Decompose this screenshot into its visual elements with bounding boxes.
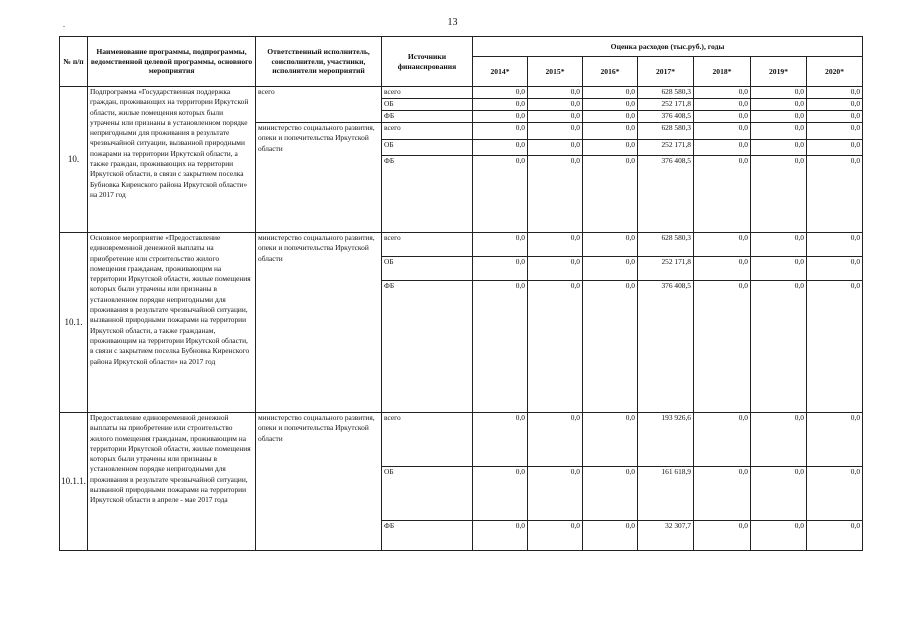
row-value: 0,0 (528, 99, 583, 111)
row-value: 252 171,8 (638, 257, 694, 281)
row-value: 376 408,5 (638, 281, 694, 413)
row-source: всего (382, 87, 473, 99)
row-value: 0,0 (694, 123, 751, 140)
row-value: 0,0 (528, 123, 583, 140)
row-value: 0,0 (807, 467, 863, 521)
row-value: 0,0 (473, 281, 528, 413)
header-year: 2019* (751, 57, 807, 87)
row-value: 0,0 (583, 413, 638, 467)
row-value: 0,0 (694, 111, 751, 123)
row-value: 0,0 (751, 156, 807, 233)
row-value: 628 580,3 (638, 233, 694, 257)
row-source: ОБ (382, 99, 473, 111)
row-value: 0,0 (583, 521, 638, 551)
page-number: 13 (447, 17, 458, 28)
row-value: 0,0 (528, 111, 583, 123)
row-value: 0,0 (694, 521, 751, 551)
row-value: 0,0 (694, 156, 751, 233)
row-value: 0,0 (751, 87, 807, 99)
row-value: 0,0 (583, 257, 638, 281)
row-value: 0,0 (528, 156, 583, 233)
row-value: 0,0 (694, 140, 751, 156)
row-source: ФБ (382, 111, 473, 123)
header-name: Наименование программы, подпрограммы, ведомственной целевой программы, основного мероприятия (88, 37, 256, 87)
row-value: 0,0 (583, 281, 638, 413)
row-value: 0,0 (528, 467, 583, 521)
row-value: 376 408,5 (638, 156, 694, 233)
row-value: 0,0 (807, 99, 863, 111)
header-year: 2014* (473, 57, 528, 87)
row-value: 0,0 (751, 123, 807, 140)
row-value: 0,0 (583, 140, 638, 156)
row-value: 0,0 (528, 413, 583, 467)
row-value: 0,0 (583, 87, 638, 99)
row-value: 0,0 (528, 521, 583, 551)
scan-dot: . (63, 20, 65, 29)
row-value: 0,0 (694, 281, 751, 413)
row-executor: министерство социального развития, опеки и попечительства Иркутской области (256, 123, 382, 233)
row-value: 0,0 (473, 467, 528, 521)
row-source: всего (382, 233, 473, 257)
header-year: 2018* (694, 57, 751, 87)
row-value: 0,0 (528, 281, 583, 413)
row-number: 10.1.1. (60, 413, 88, 551)
row-value: 0,0 (751, 99, 807, 111)
row-value: 193 926,6 (638, 413, 694, 467)
header-source: Источники финансирования (382, 37, 473, 87)
row-value: 0,0 (751, 111, 807, 123)
row-value: 0,0 (473, 140, 528, 156)
row-value: 0,0 (583, 156, 638, 233)
row-value: 252 171,8 (638, 140, 694, 156)
row-value: 0,0 (528, 140, 583, 156)
row-value: 0,0 (807, 140, 863, 156)
row-value: 0,0 (751, 521, 807, 551)
row-source: ФБ (382, 281, 473, 413)
header-estimate: Оценка расходов (тыс.руб.), годы (473, 37, 863, 57)
row-source: ОБ (382, 257, 473, 281)
header-year: 2020* (807, 57, 863, 87)
row-value: 0,0 (473, 156, 528, 233)
row-value: 628 580,3 (638, 87, 694, 99)
row-value: 0,0 (751, 233, 807, 257)
row-value: 0,0 (528, 257, 583, 281)
row-value: 0,0 (807, 413, 863, 467)
row-value: 0,0 (473, 123, 528, 140)
row-value: 0,0 (807, 233, 863, 257)
row-name: Предоставление единовременной денежной выплаты на приобретение или строительство жилого помещения гражданам, проживающим на территории Иркутской области, жилые помещения которых были утрачены или признаны в установленном порядке непригодными для проживания в результате чрезвычайной ситуации, вызванной природными пожарами на территории Иркутской области в апреле - мае 2017 года (88, 413, 256, 551)
row-value: 0,0 (751, 257, 807, 281)
row-value: 0,0 (807, 156, 863, 233)
row-value: 0,0 (583, 111, 638, 123)
row-value: 0,0 (473, 233, 528, 257)
row-source: всего (382, 123, 473, 140)
row-source: всего (382, 413, 473, 467)
header-year: 2017* (638, 57, 694, 87)
row-value: 0,0 (473, 521, 528, 551)
row-value: 0,0 (473, 257, 528, 281)
header-no: № п/п (60, 37, 88, 87)
table-row (60, 233, 863, 257)
row-value: 0,0 (694, 87, 751, 99)
row-executor: министерство социального развития, опеки и попечительства Иркутской области (256, 233, 382, 413)
row-value: 0,0 (807, 257, 863, 281)
row-name: Подпрограмма «Государственная поддержка граждан, проживающих на территории Иркутской области, жилые помещения которых были утрачены или признаны в установленном порядке непригодными для проживания в результате чрезвычайной ситуации, вызванной природными пожарами на территории Иркутской области, а также граждан, проживающих на территории Иркутской области, в связи с закрытием поселка Бубновка Киренского района Иркутской области» на 2017 год (88, 87, 256, 233)
expenditure-table (59, 36, 863, 551)
row-value: 0,0 (807, 123, 863, 140)
row-source: ФБ (382, 156, 473, 233)
row-value: 0,0 (583, 467, 638, 521)
row-value: 161 618,9 (638, 467, 694, 521)
row-source: ОБ (382, 467, 473, 521)
row-value: 32 307,7 (638, 521, 694, 551)
row-value: 0,0 (583, 99, 638, 111)
row-value: 0,0 (751, 140, 807, 156)
row-value: 0,0 (694, 99, 751, 111)
table-row (60, 413, 863, 467)
row-value: 252 171,8 (638, 99, 694, 111)
row-value: 0,0 (807, 87, 863, 99)
row-value: 0,0 (583, 233, 638, 257)
row-value: 0,0 (751, 413, 807, 467)
row-name: Основное мероприятие «Предоставление единовременной денежной выплаты на приобретение или строительство жилого помещения гражданам, проживающим на территории Иркутской области, жилые помещения которых были утрачены или признаны в установленном порядке непригодными для проживания в результате чрезвычайной ситуации, вызванной природными пожарами на территории Иркутской области, а также гражданам, проживающим на территории Иркутской области, в связи с закрытием поселка Бубновка Киренского района Иркутской области» на 2017 год (88, 233, 256, 413)
row-source: ОБ (382, 140, 473, 156)
table-row (60, 87, 863, 99)
header-year: 2016* (583, 57, 638, 87)
row-value: 628 580,3 (638, 123, 694, 140)
row-value: 0,0 (473, 111, 528, 123)
row-value: 0,0 (751, 281, 807, 413)
row-value: 0,0 (694, 257, 751, 281)
row-value: 0,0 (807, 281, 863, 413)
row-value: 0,0 (694, 413, 751, 467)
header-year: 2015* (528, 57, 583, 87)
row-value: 376 408,5 (638, 111, 694, 123)
row-value: 0,0 (807, 111, 863, 123)
row-value: 0,0 (473, 413, 528, 467)
row-executor: всего (256, 87, 382, 123)
row-value: 0,0 (751, 467, 807, 521)
row-number: 10.1. (60, 233, 88, 413)
header-executor: Ответственный исполнитель, соисполнители, участники, исполнители мероприятий (256, 37, 382, 87)
row-value: 0,0 (473, 99, 528, 111)
row-value: 0,0 (473, 87, 528, 99)
row-source: ФБ (382, 521, 473, 551)
row-value: 0,0 (694, 467, 751, 521)
row-value: 0,0 (528, 87, 583, 99)
row-value: 0,0 (807, 521, 863, 551)
row-value: 0,0 (694, 233, 751, 257)
row-value: 0,0 (528, 233, 583, 257)
row-number: 10. (60, 87, 88, 233)
row-executor: министерство социального развития, опеки и попечительства Иркутской области (256, 413, 382, 551)
row-value: 0,0 (583, 123, 638, 140)
